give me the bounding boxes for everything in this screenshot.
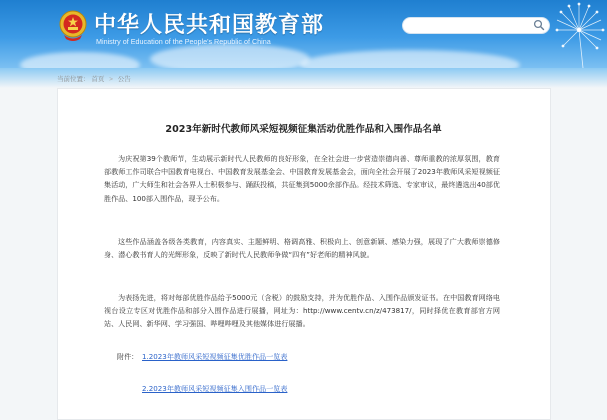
national-emblem-icon[interactable] <box>58 8 88 44</box>
cloud-decoration <box>300 50 520 68</box>
search-input[interactable] <box>409 19 531 33</box>
site-banner <box>0 0 607 68</box>
article-title: 2023年新时代教师风采短视频征集活动优胜作品和入围作品名单 <box>165 124 442 135</box>
attachment-link-finalists[interactable]: 2.2023年教师风采短视频征集入围作品一览表 <box>142 384 288 393</box>
cloud-decoration <box>150 44 310 68</box>
breadcrumb-separator: > <box>109 76 113 83</box>
breadcrumb-notice-link[interactable]: 公告 <box>117 76 131 83</box>
breadcrumb-home-link[interactable]: 首页 <box>91 76 105 83</box>
article-paragraph-3: 为表扬先进，将对每部优胜作品给予5000元（含税）的鼓励支持，并为优胜作品、入围作品颁发证书。在中国教育网络电视台设立专区对优胜作品和部分入围作品进行展播，网址为：http://www.centv.cn/z/473817/，同时择优在教育部官方网站、人民网、新华网、学习强国、哔哩哔哩及其他媒体进行展播。 <box>104 293 500 329</box>
cloud-decoration <box>20 52 140 68</box>
attachments-label: 附件： <box>117 352 139 361</box>
search-box <box>402 17 550 34</box>
breadcrumb-label: 当前位置： <box>57 76 90 83</box>
article-paragraph-2: 这些作品涵盖各级各类教育，内容真实、主题鲜明、格调高雅、积极向上、创意新颖、感染力强，展现了广大教师崇德修身、潜心教书育人的光辉形象，反映了新时代人民教师争做“四有”好老师的精神风貌。 <box>104 237 500 260</box>
site-subtitle: Ministry of Education of the People's Republic of China <box>96 37 271 46</box>
breadcrumb <box>57 74 131 83</box>
article-paragraph-1: 为庆祝第39个教师节，生动展示新时代人民教师的良好形象，在全社会进一步营造崇德向善、尊师重教的浓厚氛围，教育部教师工作司联合中国教育电视台、中国教育发展基金会、中国教育发展基金会，面向全社会开展了2023年教师风采短视频征集活动，广大师生和社会各界人士积极参与、踊跃投稿，共征集到5000余部作品。经技术筛选、专家审议，最终遴选出40部优胜作品、100部入围作品，现予公布。 <box>104 154 500 203</box>
dandelion-decoration <box>537 0 607 68</box>
site-title[interactable]: 中华人民共和国教育部 <box>94 12 325 38</box>
attachment-link-winners[interactable]: 1.2023年教师风采短视频征集优胜作品一览表 <box>142 352 288 361</box>
